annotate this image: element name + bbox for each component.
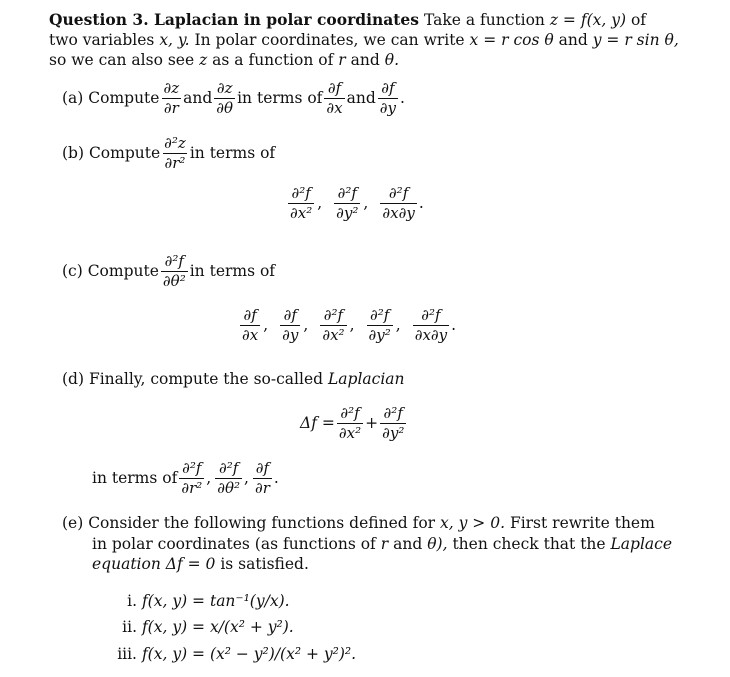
fraction-df-dx: ∂f ∂x [326, 79, 343, 117]
list-item: i. f(x, y) = tan⁻¹(y/x). [127, 592, 290, 610]
fraction-d2f-dxdy: ∂²f ∂x∂y [382, 184, 415, 222]
intro-line-2: two variables x, y. In polar coordinates, we can write x = r cos θ and y = r sin θ, [49, 31, 679, 49]
part-e-line-3: equation Δf = 0 is satisfied. [92, 555, 309, 573]
part-e-line-2: in polar coordinates (as functions of r and θ), then check that the Laplace [92, 535, 673, 553]
part-c: (c) Compute ∂²f ∂θ² in terms of [62, 252, 276, 290]
part-a: (a) Compute ∂z ∂r and ∂z ∂θ in terms of ∂f ∂x and ∂f ∂y . [62, 79, 405, 117]
fraction-dz-dr: ∂z ∂r [163, 79, 180, 117]
laplacian-term: Laplacian [328, 370, 405, 388]
fraction-df-dy: ∂f ∂y [379, 79, 397, 117]
fraction-d2f-dy2: $\frac{\text{∂²f}}{\text{∂y²}}$ [382, 404, 405, 442]
fraction-df-dr: ∂f ∂r [254, 459, 270, 497]
fraction-d2z-dr2: ∂²z ∂r² [164, 134, 186, 172]
fraction-d2f-dy2: ∂²f ∂y² [368, 306, 391, 344]
part-d: (d) Finally, compute the so-called Laplacian [62, 370, 405, 388]
part-d-terms: in terms of ∂²f ∂r² , ∂²f ∂θ² , ∂f ∂r . [92, 459, 279, 497]
fraction-d2f-dxdy: ∂²f ∂x∂y [414, 306, 448, 344]
list-item: iii. f(x, y) = (x² − y²)/(x² + y²)². [117, 645, 357, 663]
fraction-d2f-dy2: ∂²f ∂y² [336, 184, 359, 222]
intro-line-1: Question 3. Laplacian in polar coordinates Take a function z = f(x, y) of [49, 10, 647, 29]
fraction-d2f-dr2: ∂²f ∂r² [181, 459, 203, 497]
fraction-df-dx: ∂f ∂x [242, 306, 259, 344]
list-item: ii. f(x, y) = x/(x² + y²). [122, 618, 294, 636]
intro-line-3: so we can also see z as a function of r and θ. [49, 51, 399, 69]
fraction-d2f-dtheta2: ∂²f ∂θ² [217, 459, 241, 497]
part-c-display: ∂f ∂x , ∂f ∂y , ∂²f ∂x² , ∂²f ∂y² , ∂²f ∂x∂y . [242, 306, 457, 344]
fraction-d2f-dx2: $\frac{\text{∂²f}}{\text{∂x²}}$ [338, 404, 362, 442]
question-title: Question 3. Laplacian in polar coordinates [49, 10, 420, 29]
fraction-d2f-dx2: ∂²f ∂x² [322, 306, 345, 344]
part-b: (b) Compute ∂²z ∂r² in terms of [62, 134, 276, 172]
part-b-display: ∂²f ∂x² , ∂²f ∂y² , ∂²f ∂x∂y . [290, 184, 424, 222]
fraction-df-dy: ∂f ∂y [282, 306, 299, 344]
fraction-dz-dtheta: ∂z ∂θ [216, 79, 234, 117]
laplacian-equation: Δf = $\frac{\text{∂²f}}{\text{∂x²}}$ + $\frac{\text{∂²f}}{\text{∂y²}}$ [300, 404, 405, 442]
fraction-d2f-dx2: ∂²f ∂x² [290, 184, 313, 222]
part-e-line-1: (e) Consider the following functions defined for x, y > 0. First rewrite them [62, 514, 655, 532]
fraction-d2f-dtheta2: ∂²f ∂θ² [162, 252, 186, 290]
